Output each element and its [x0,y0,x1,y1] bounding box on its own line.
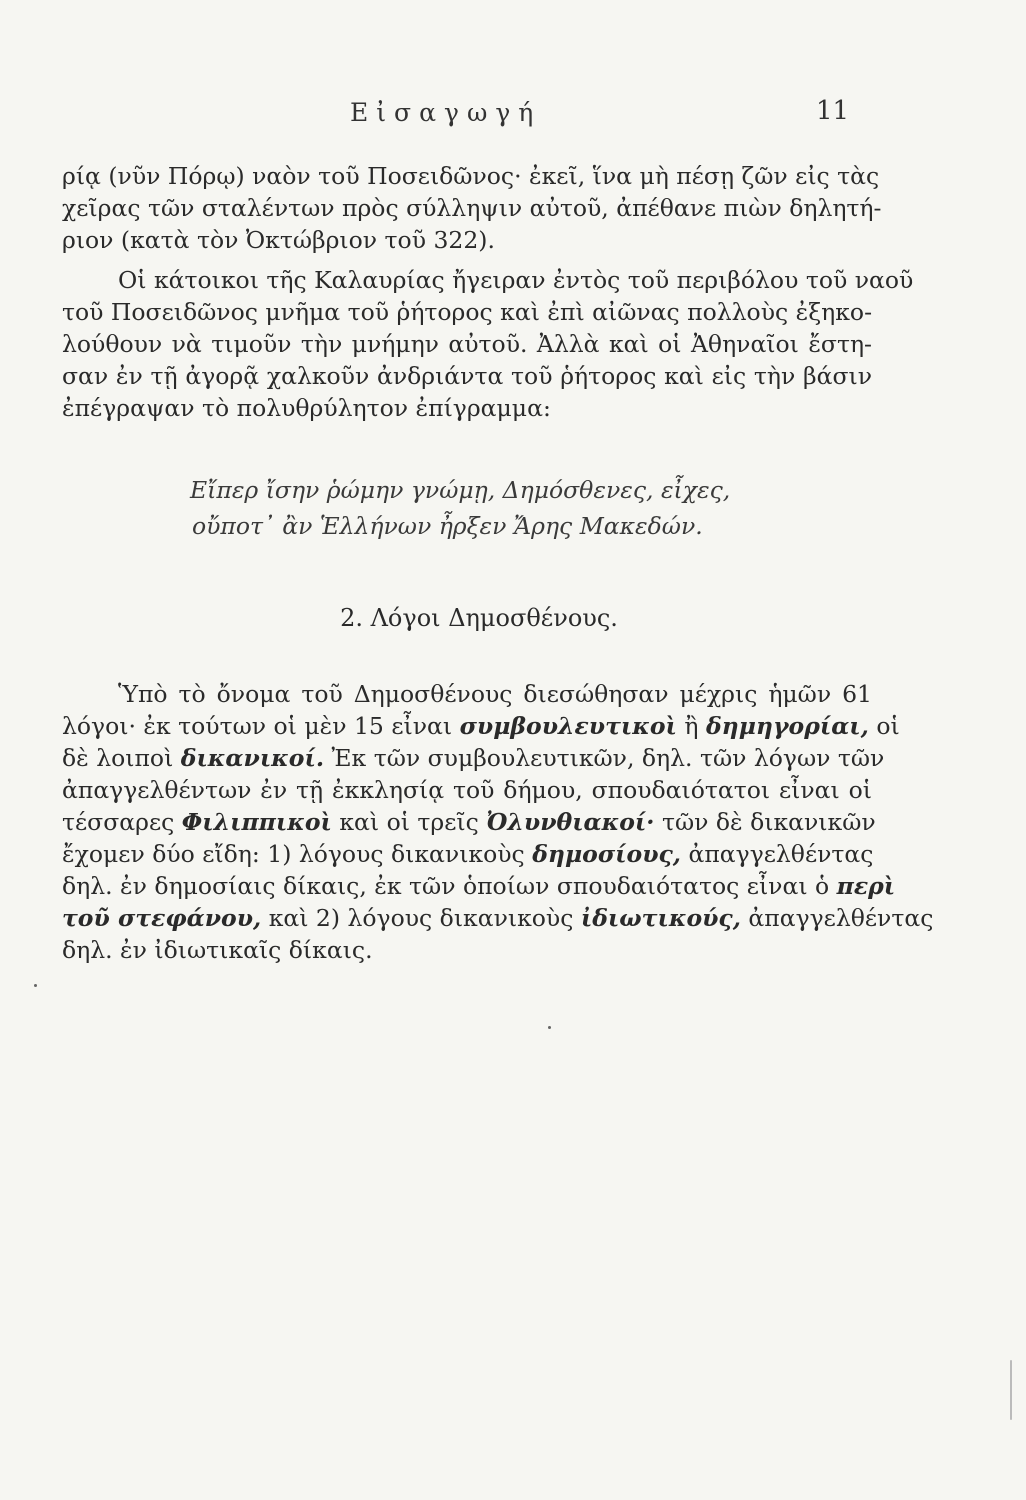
text-line: ἔχομεν δύο εἴδη: 1) λόγους δικανικοὺς δημοσίους, ἀπαγγελθέντας [62,840,874,868]
text-line: ρίᾳ (νῦν Πόρῳ) ναὸν τοῦ Ποσειδῶνος· ἐκεῖ, ἵνα μὴ πέσῃ ζῶν εἰς τὰς [62,162,880,190]
emphasis-term: ἰδιωτικούς, [580,904,741,932]
epigram [190,472,730,544]
text-line: τοῦ στεφάνου, καὶ 2) λόγους δικανικοὺς ἰδιωτικούς, ἀπαγγελθέντας [62,904,934,932]
text-line: τέσσαρες Φιλιππικοὶ καὶ οἱ τρεῖς Ὀλυνθιακοί· τῶν δὲ δικανικῶν [62,808,876,836]
text-line: ριον (κατὰ τὸν Ὀκτώβριον τοῦ 322). [62,226,495,254]
emphasis-term: δημηγορίαι, [705,712,869,740]
text-line: ἐπέγραψαν τὸ πολυθρύλητον ἐπίγραμμα: [62,394,551,422]
emphasis-term: συμβουλευτικοὶ [459,712,677,740]
text-line: λόγοι· ἐκ τούτων οἱ μὲν 15 εἶναι συμβουλευτικοὶ ἢ δημηγορίαι, οἱ [62,712,900,740]
text-line: τοῦ Ποσειδῶνος μνῆμα τοῦ ῥήτορος καὶ ἐπὶ αἰῶνας πολλοὺς ἐξηκο- [62,298,873,326]
paragraph-speeches [62,678,934,966]
paper-speck [34,984,37,987]
emphasis-term: τοῦ στεφάνου, [62,904,262,932]
section-heading [0,604,1026,632]
running-head [0,98,1026,138]
emphasis-term: περὶ [836,872,896,900]
text-line: ἀπαγγελθέντων ἐν τῇ ἐκκλησίᾳ τοῦ δήμου, σπουδαιότατοι εἶναι οἱ [62,776,872,804]
text-line: λούθουν νὰ τιμοῦν τὴν μνήμην αὐτοῦ. Ἀλλὰ καὶ οἱ Ἀθηναῖοι ἔστη- [62,330,872,358]
text-line: χεῖρας τῶν σταλέντων πρὸς σύλληψιν αὐτοῦ, ἀπέθανε πιὼν δηλητή- [62,194,882,222]
text-line: Ὑπὸ τὸ ὄνομα τοῦ Δημοσθένους διεσώθησαν μέχρις ἡμῶν 61 [118,680,872,708]
page-number: 11 [816,96,850,126]
emphasis-term: δημοσίους, [532,840,681,868]
paper-speck [548,1026,551,1029]
emphasis-term: Φιλιππικοὶ [181,808,332,836]
text-line: δηλ. ἐν ἰδιωτικαῖς δίκαις. [62,936,373,964]
emphasis-term: Ὀλυνθιακοί· [486,808,655,836]
text-line: δὲ λοιποὶ δικανικοί. Ἐκ τῶν συμβουλευτικῶν, δηλ. τῶν λόγων τῶν [62,744,885,772]
epigram-line: οὔποτ᾽ ἂν Ἑλλήνων ἦρξεν Ἄρης Μακεδών. [192,512,703,540]
epigram-line: Εἴπερ ἴσην ῥώμην γνώμῃ, Δημόσθενες, εἶχες, [190,476,731,504]
text-line: δηλ. ἐν δημοσίαις δίκαις, ἐκ τῶν ὁποίων σπουδαιότατος εἶναι ὁ περὶ [62,872,896,900]
emphasis-term: δικανικοί. [180,744,325,772]
paragraph-kalauria [62,264,914,424]
text-line: σαν ἐν τῇ ἀγορᾷ χαλκοῦν ἀνδριάντα τοῦ ῥήτορος καὶ εἰς τὴν βάσιν [62,362,872,390]
section-heading-text: 2. Λόγοι Δημοσθένους. [340,604,618,632]
text-line: Οἱ κάτοικοι τῆς Καλαυρίας ἤγειραν ἐντὸς τοῦ περιβόλου τοῦ ναοῦ [118,266,914,294]
running-title: Εἰσαγωγή [350,98,542,127]
paragraph-continuation [62,160,882,256]
paper-speck [1010,1360,1012,1420]
